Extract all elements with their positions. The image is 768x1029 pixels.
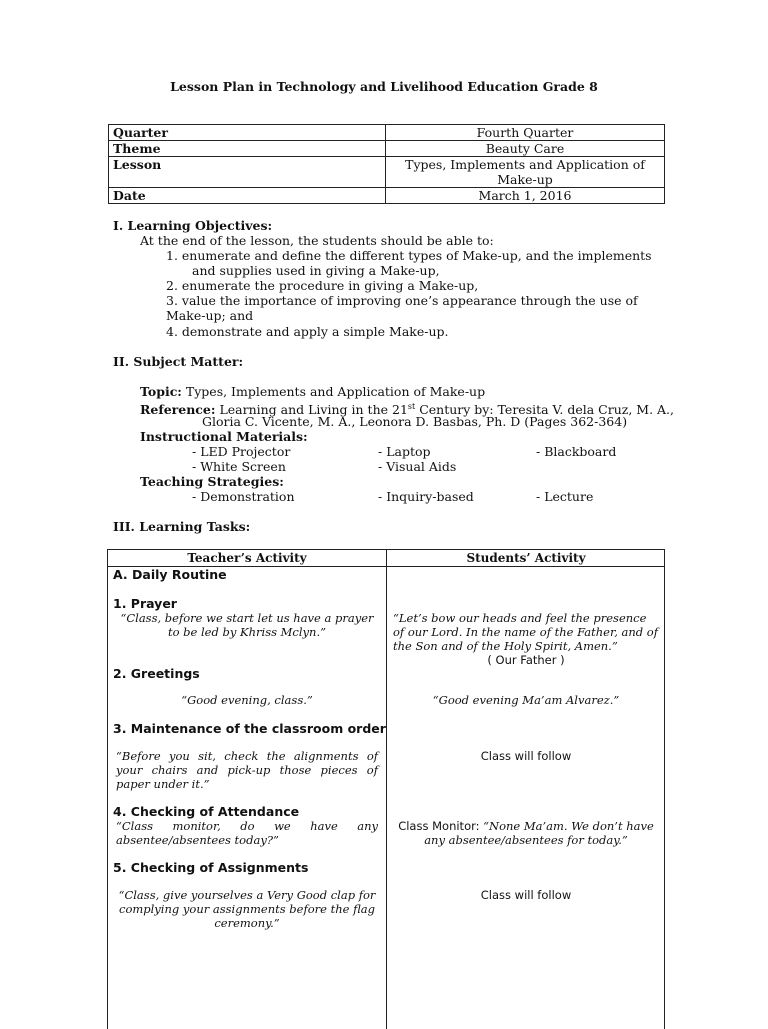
info-value: Beauty Care [386, 141, 665, 157]
prayer-students-text: “Let’s bow our heads and feel the presence of our Lord. In the name of the Father, and of the Son and of the Holy Spirit, Amen.” [393, 611, 658, 653]
objective-item: and supplies used in giving a Make-up, [192, 263, 440, 278]
info-row-lesson [109, 157, 665, 188]
strategies-label: Teaching Strategies: [140, 474, 284, 489]
maintenance-teacher-text: “Before you sit, check the alignments of your chairs and pick-up those pieces of paper under it.” [116, 749, 378, 791]
info-value [386, 157, 665, 188]
assignments-heading: 5. Checking of Assignments [113, 860, 309, 875]
attendance-students-text [391, 819, 661, 847]
materials-label: Instructional Materials: [140, 429, 308, 444]
strategy-item: - Lecture [536, 489, 594, 504]
objectives-intro: At the end of the lesson, the students should be able to: [140, 233, 494, 248]
greetings-teacher-text: “Good evening, class.” [181, 693, 313, 707]
info-value: Fourth Quarter [386, 125, 665, 141]
material-item: - White Screen [192, 459, 286, 474]
students-column-header: Students’ Activity [466, 551, 586, 565]
objective-item: 3. value the importance of improving one’s appearance through the use of [166, 293, 638, 308]
greetings-heading: 2. Greetings [113, 666, 200, 681]
strategy-item: - Inquiry-based [378, 489, 474, 504]
info-label: Theme [109, 141, 386, 157]
material-item: - LED Projector [192, 444, 291, 459]
lesson-info-table [108, 124, 665, 204]
assignments-teacher-text: “Class, give yourselves a Very Good clap for complying your assignments before the flag ceremony.” [118, 888, 376, 930]
info-row-quarter [109, 125, 665, 141]
column-divider [386, 550, 387, 1029]
objective-item: 4. demonstrate and apply a simple Make-up. [166, 324, 449, 339]
topic-line [140, 384, 485, 399]
reference-text: Learning and Living in the 21 [215, 402, 408, 418]
info-value: March 1, 2016 [386, 188, 665, 204]
greetings-students-text: “Good evening Ma’am Alvarez.” [432, 693, 620, 707]
objective-item: 1. enumerate and define the different types of Make-up, and the implements [166, 248, 652, 263]
teacher-column-header: Teacher’s Activity [187, 551, 307, 565]
subject-heading: II. Subject Matter: [113, 354, 244, 369]
objective-item: Make-up; and [166, 308, 254, 323]
reference-label: Reference: [140, 402, 216, 418]
maintenance-heading: 3. Maintenance of the classroom order [113, 721, 386, 736]
attendance-teacher-text: “Class monitor, do we have any absentee/absentees today?” [116, 819, 378, 847]
topic-text: Types, Implements and Application of Make-up [181, 384, 486, 399]
tasks-heading: III. Learning Tasks: [113, 519, 251, 534]
objectives-heading: I. Learning Objectives: [113, 218, 273, 233]
info-value-line: Types, Implements and Application of [405, 157, 645, 172]
reference-superscript: st [407, 402, 416, 411]
material-item: - Blackboard [536, 444, 617, 459]
class-monitor-quote: “None Ma’am. We don’t have any absentee/absentees for today.” [424, 819, 654, 847]
daily-routine-heading: A. Daily Routine [113, 567, 227, 582]
prayer-students-note: ( Our Father ) [487, 653, 565, 667]
reference-text: Century by: Teresita V. dela Cruz, M. A., [415, 402, 675, 418]
info-label: Lesson [109, 157, 386, 188]
strategy-item: - Demonstration [192, 489, 295, 504]
maintenance-students-text: Class will follow [480, 749, 572, 763]
info-label: Quarter [109, 125, 386, 141]
assignments-students-text: Class will follow [480, 888, 572, 902]
info-row-date [109, 188, 665, 204]
objective-item: 2. enumerate the procedure in giving a Make-up, [166, 278, 479, 293]
info-row-theme [109, 141, 665, 157]
class-monitor-label: Class Monitor: [398, 819, 484, 833]
attendance-heading: 4. Checking of Attendance [113, 804, 300, 819]
reference-authors: Gloria C. Vicente, M. A., Leonora D. Basbas, Ph. D (Pages 362-364) [202, 414, 628, 429]
info-label: Date [109, 188, 386, 204]
prayer-teacher-text: “Class, before we start let us have a prayer to be led by Khriss Mclyn.” [120, 611, 374, 639]
material-item: - Laptop [378, 444, 431, 459]
material-item: - Visual Aids [378, 459, 457, 474]
info-value-line: Make-up [497, 172, 553, 187]
document-title: Lesson Plan in Technology and Livelihood Education Grade 8 [170, 79, 598, 94]
learning-tasks-table [107, 549, 665, 1029]
topic-label: Topic: [140, 384, 182, 399]
prayer-heading: 1. Prayer [113, 596, 177, 611]
